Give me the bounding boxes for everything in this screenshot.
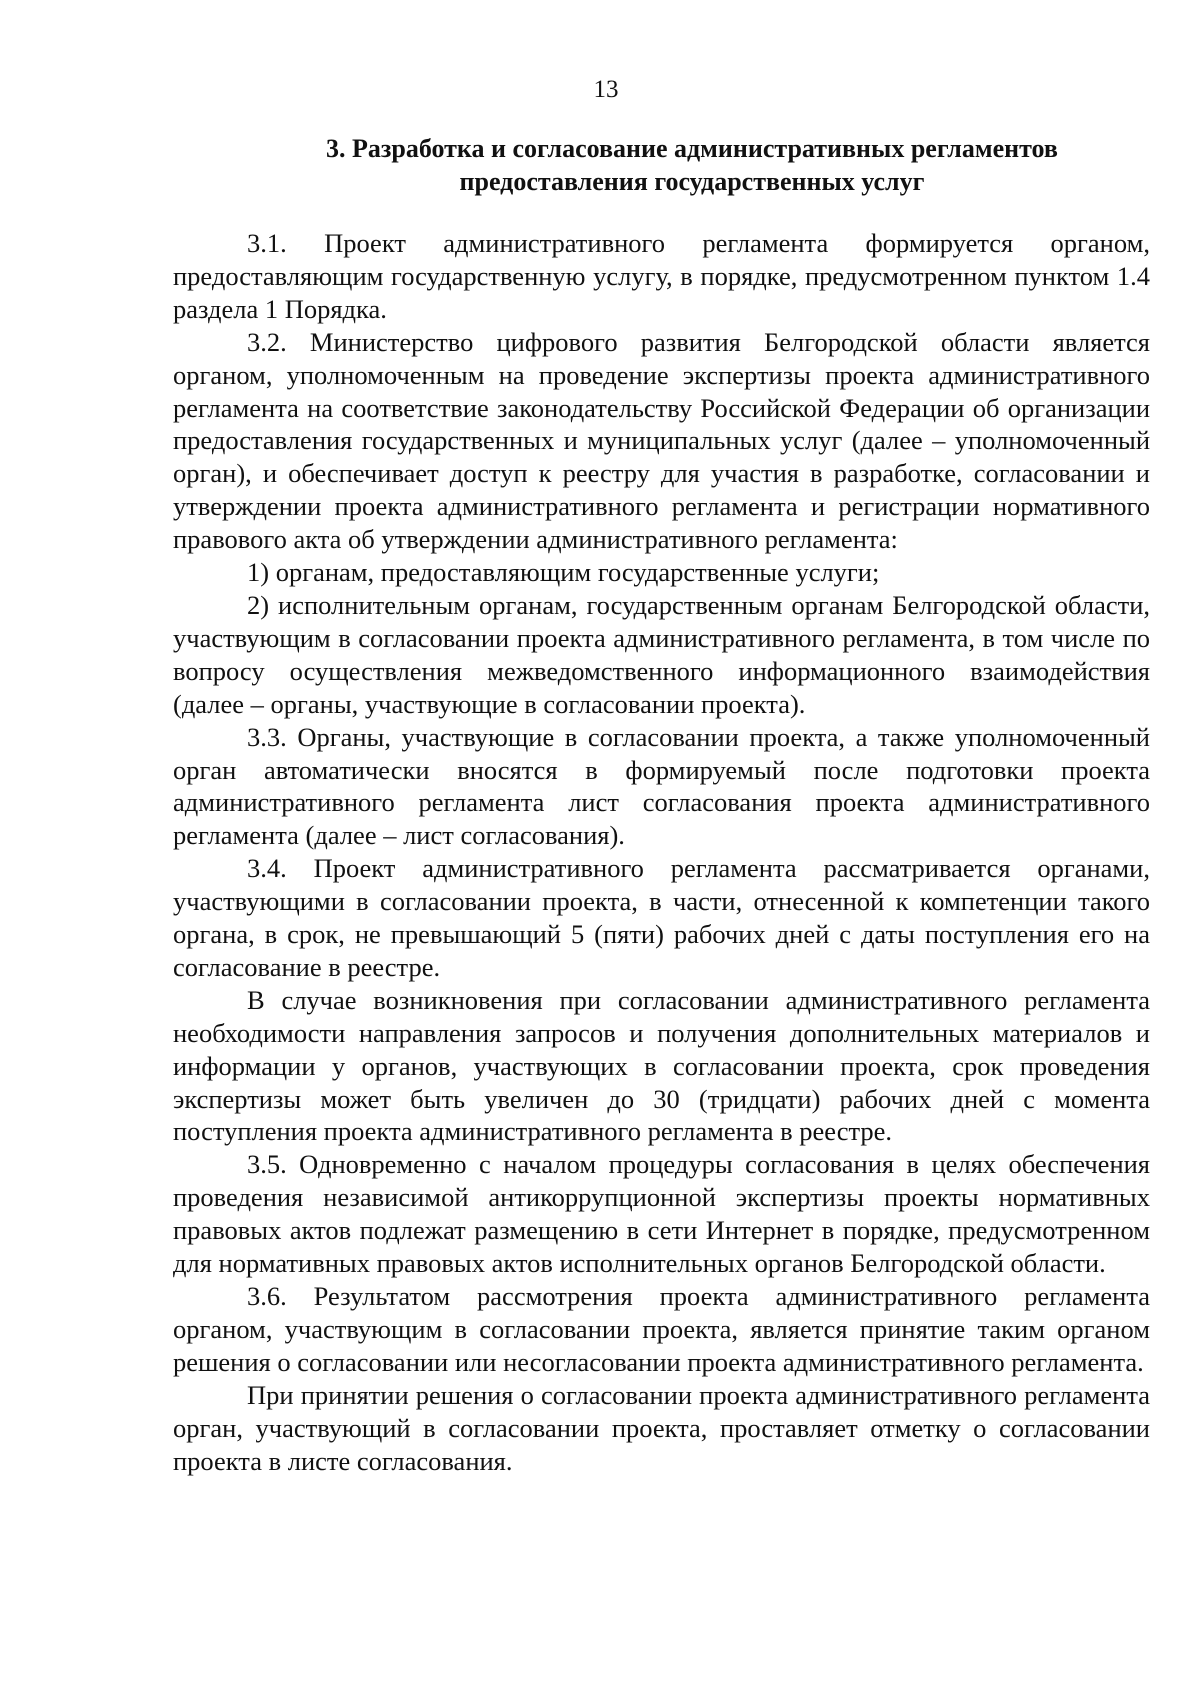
paragraph-3-4: 3.4. Проект административного регламента рассматривается органами, участвующими в согласовании проекта, в части, отнесенной к компетенции такого органа, в срок, не превышающий 5 (пяти) рабочих дней с даты поступления его на согласование в реестре. — [173, 853, 1150, 982]
section-heading — [172, 132, 1200, 198]
section-heading-line-1: 3. Разработка и согласование административных регламентов — [326, 134, 1058, 163]
paragraph-3-6: 3.6. Результатом рассмотрения проекта административного регламента органом, участвующим в согласовании проекта, является принятие таким органом решения о согласовании или несогласовании проекта административного регламента. — [173, 1281, 1150, 1377]
list-item-1: 1) органам, предоставляющим государственные услуги; — [247, 557, 880, 588]
paragraph-3-2: 3.2. Министерство цифрового развития Белгородской области является органом, уполномоченным на проведение экспертизы проекта административного регламента на соответствие законодательству Российской Федерации об организации предоставления государственных и муниципальных услуг (далее – уполномоченный орган), и обеспечивает доступ к реестру для участия в разработке, согласовании и утверждении проекта административного регламента и регистрации нормативного правового акта об утверждении административного регламента: — [173, 326, 1150, 555]
document-body — [173, 227, 1150, 1477]
section-heading-line-2: предоставления государственных услуг — [459, 167, 925, 196]
paragraph-3-6-approval: При принятии решения о согласовании проекта административного регламента орган, участвующий в согласовании проекта, проставляет отметку о согласовании проекта в листе согласования. — [173, 1379, 1150, 1476]
paragraph-3-3: 3.3. Органы, участвующие в согласовании проекта, а также уполномоченный орган автоматически вносятся в формируемый после подготовки проекта административного регламента лист согласования проекта административного регламента (далее – лист согласования). — [173, 721, 1150, 851]
paragraph-3-5: 3.5. Одновременно с началом процедуры согласования в целях обеспечения проведения независимой антикоррупционной экспертизы проекты нормативных правовых актов подлежат размещению в сети Интернет в порядке, предусмотренном для нормативных правовых актов исполнительных органов Белгородской области. — [173, 1149, 1150, 1279]
paragraph-3-1: 3.1. Проект административного регламента формируется органом, предоставляющим государственную услугу, в порядке, предусмотренном пунктом 1.4 раздела 1 Порядка. — [173, 228, 1150, 324]
paragraph-3-4-extension: В случае возникновения при согласовании административного регламента необходимости направления запросов и получения дополнительных материалов и информации у органов, участвующих в согласовании проекта, срок проведения экспертизы может быть увеличен до 30 (тридцати) рабочих дней с момента поступления проекта административного регламента в реестре. — [173, 984, 1150, 1147]
list-item-2: 2) исполнительным органам, государственным органам Белгородской области, участвующим в согласовании проекта административного регламента, в том числе по вопросу осуществления межведомственного информационного взаимодействия (далее – органы, участвующие в согласовании проекта). — [173, 589, 1150, 719]
page-number: 13 — [593, 76, 619, 103]
